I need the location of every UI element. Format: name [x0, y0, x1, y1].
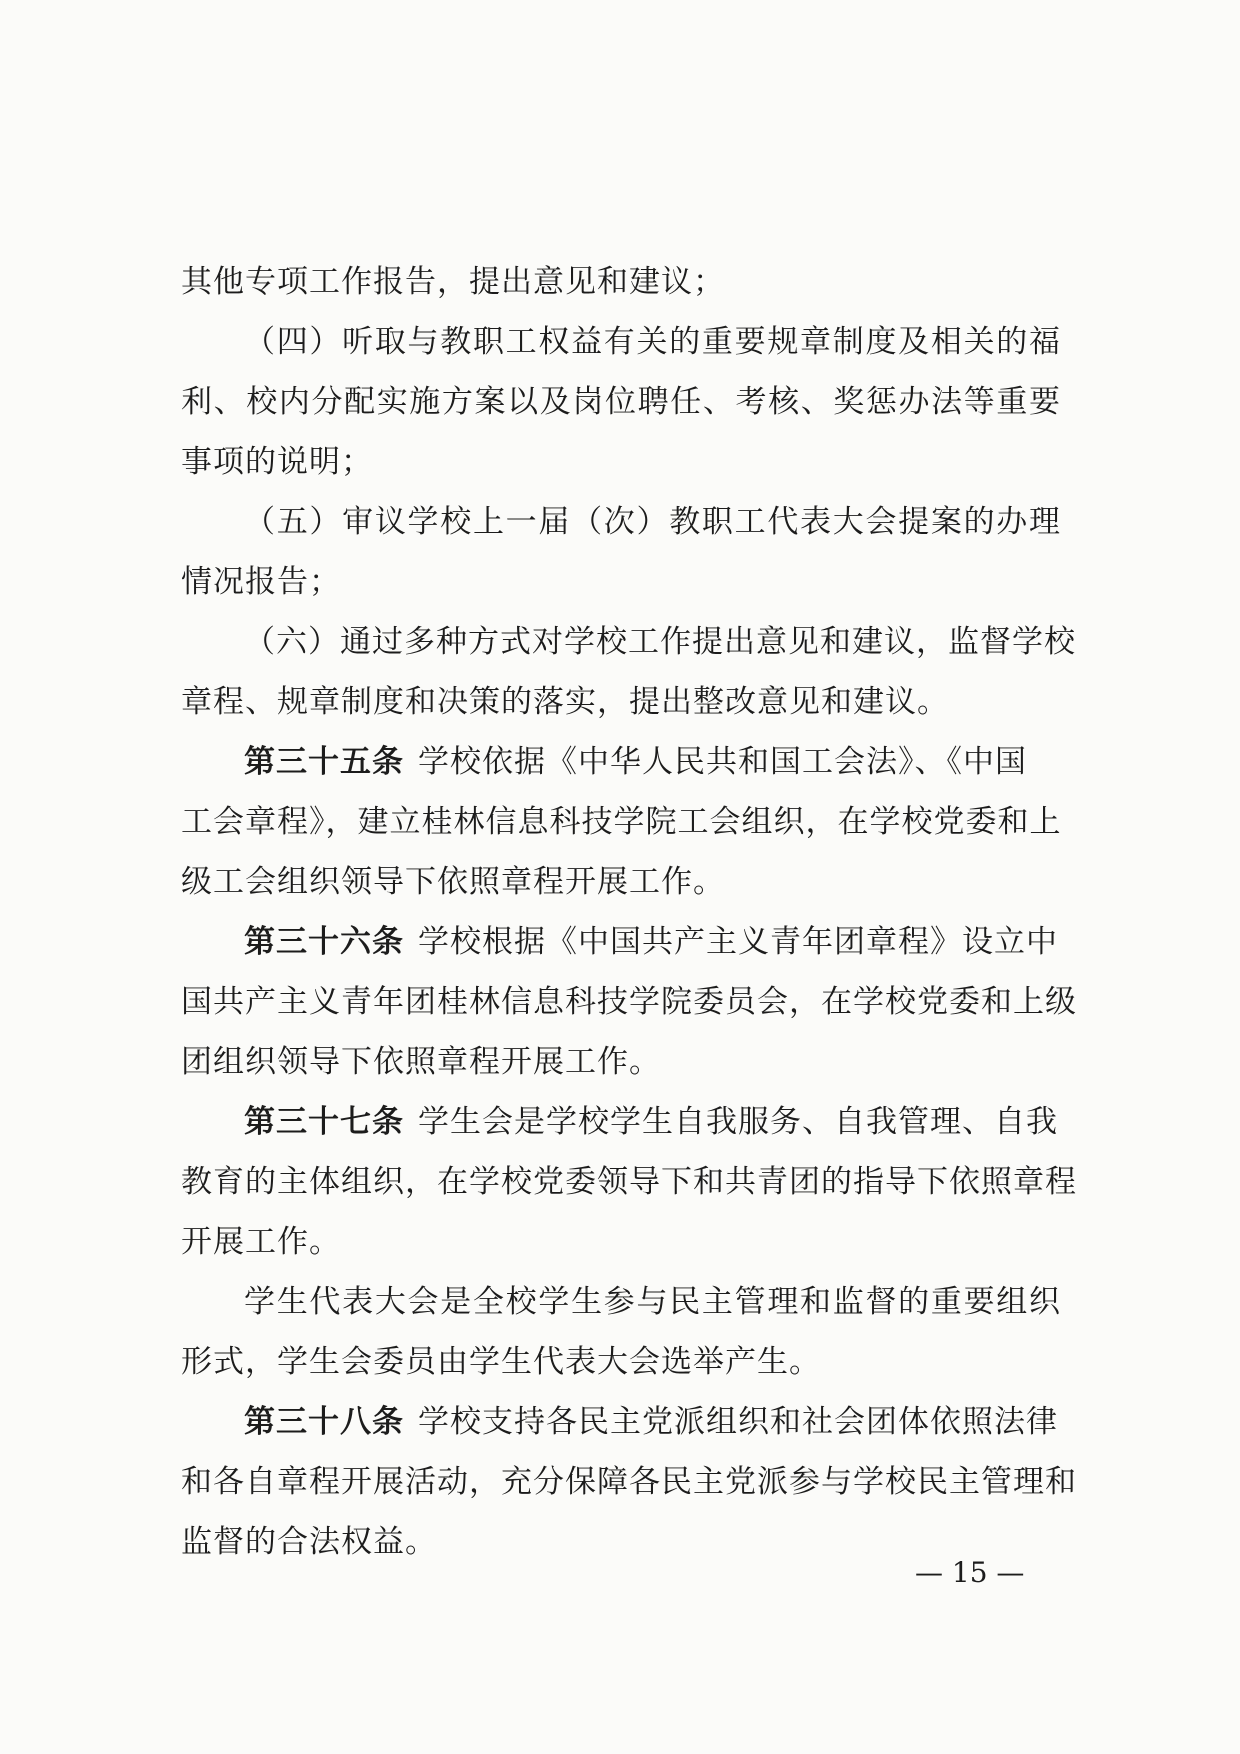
body-line: 章程、规章制度和决策的落实，提出整改意见和建议。 [181, 684, 949, 720]
body-line: 事项的说明； [181, 444, 373, 480]
body-line: 教育的主体组织，在学校党委领导下和共青团的指导下依照章程 [181, 1164, 1077, 1200]
page-number: — 15 — [915, 1556, 1025, 1589]
article-38-line [244, 1402, 1061, 1442]
body-line: 监督的合法权益。 [181, 1524, 437, 1560]
body-line: （六）通过多种方式对学校工作提出意见和建议，监督学校 [244, 624, 1076, 660]
article-heading: 第三十五条 [244, 744, 404, 780]
article-heading: 第三十六条 [244, 924, 404, 960]
body-line: 工会章程》，建立桂林信息科技学院工会组织，在学校党委和上 [181, 804, 1062, 840]
body-text: 学校支持各民主党派组织和社会团体依照法律 [418, 1404, 1058, 1440]
body-line: 级工会组织领导下依照章程开展工作。 [181, 864, 725, 900]
body-line: 和各自章程开展活动，充分保障各民主党派参与学校民主管理和 [181, 1464, 1077, 1500]
body-line: 形式，学生会委员由学生代表大会选举产生。 [181, 1344, 821, 1380]
body-line: 国共产主义青年团桂林信息科技学院委员会，在学校党委和上级 [181, 984, 1077, 1020]
article-36-line [244, 922, 1061, 962]
article-heading: 第三十七条 [244, 1104, 404, 1140]
body-line: 其他专项工作报告，提出意见和建议； [181, 264, 725, 300]
body-line: 学生代表大会是全校学生参与民主管理和监督的重要组织 [244, 1284, 1061, 1320]
body-line: 开展工作。 [181, 1224, 341, 1260]
body-text: 学校依据《中华人民共和国工会法》、《中国 [418, 744, 1027, 780]
article-37-line [244, 1102, 1061, 1142]
body-line: 情况报告； [181, 564, 341, 600]
body-text: 学校根据《中国共产主义青年团章程》设立中 [418, 924, 1058, 960]
body-text: 学生会是学校学生自我服务、自我管理、自我 [418, 1104, 1058, 1140]
body-line: 利、校内分配实施方案以及岗位聘任、考核、奖惩办法等重要 [181, 384, 1061, 420]
article-heading: 第三十八条 [244, 1404, 404, 1440]
body-line: （五）审议学校上一届（次）教职工代表大会提案的办理 [244, 504, 1061, 540]
body-line: （四）听取与教职工权益有关的重要规章制度及相关的福 [244, 324, 1061, 360]
body-line: 团组织领导下依照章程开展工作。 [181, 1044, 661, 1080]
article-35-line [244, 742, 1061, 782]
